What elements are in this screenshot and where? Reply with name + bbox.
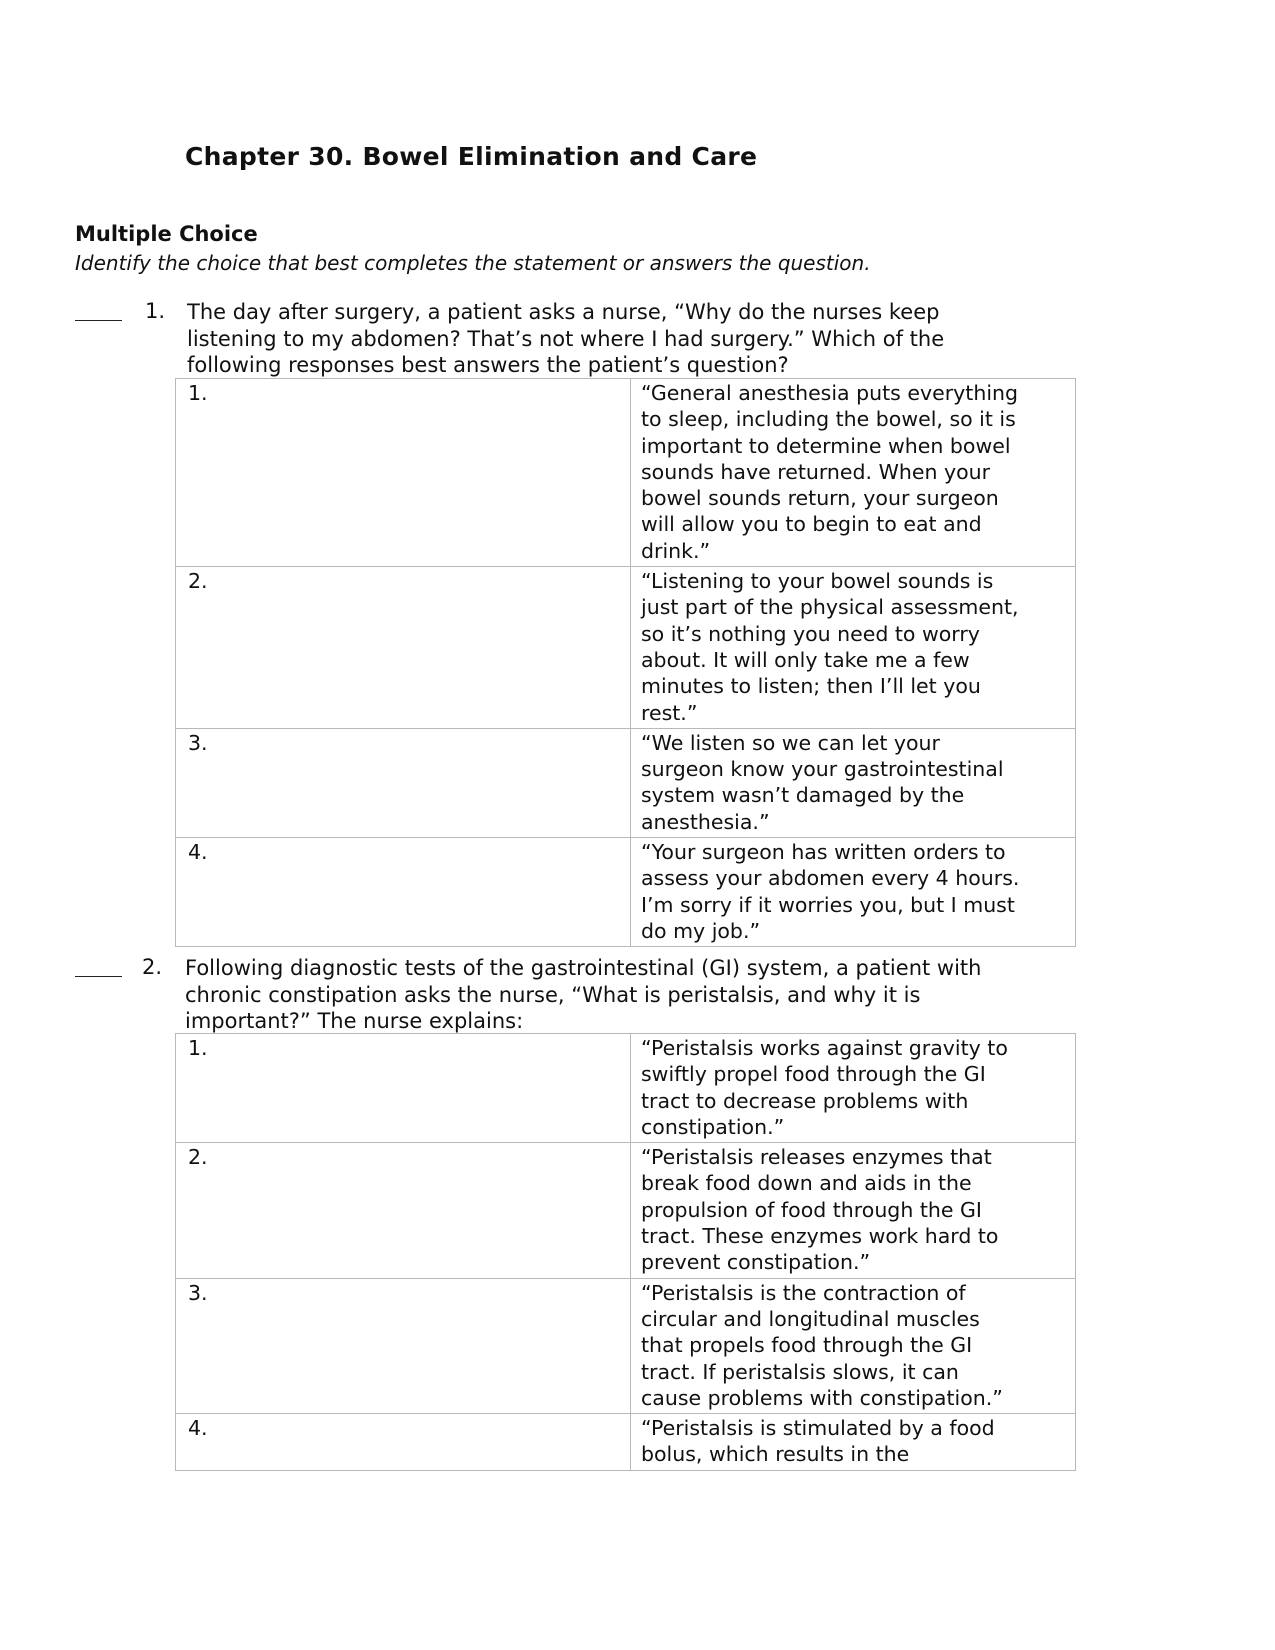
option-line: drink.” [641, 538, 711, 563]
question-stem [187, 299, 1067, 379]
option-line: that propels food through the GI [641, 1333, 973, 1358]
option-line: about. It will only take me a few [641, 647, 970, 672]
option-number: 3. [176, 728, 631, 837]
option-line: propulsion of food through the GI [641, 1197, 982, 1222]
stem-line: Following diagnostic tests of the gastrointestinal (GI) system, a patient with [185, 956, 982, 980]
stem-line: following responses best answers the patient’s question? [187, 353, 789, 377]
option-line: assess your abdomen every 4 hours. [641, 866, 1020, 891]
option-line: tract. If peristalsis slows, it can [641, 1359, 959, 1384]
chapter-title: Chapter 30. Bowel Elimination and Care [185, 142, 758, 171]
option-number: 3. [176, 1278, 631, 1413]
answer-blank[interactable] [75, 320, 122, 321]
option-line: do my job.” [641, 918, 761, 943]
section-heading: Multiple Choice [75, 222, 258, 246]
answer-blank[interactable] [75, 976, 122, 977]
option-line: “We listen so we can let your [641, 730, 940, 755]
option-line: swiftly propel food through the GI [641, 1062, 986, 1087]
option-text [631, 1414, 1076, 1471]
option-text [631, 838, 1076, 947]
instructions-text: Identify the choice that best completes the statement or answers the question. [75, 251, 871, 275]
option-number: 1. [176, 1034, 631, 1143]
stem-line: chronic constipation asks the nurse, “What is peristalsis, and why it is [185, 982, 921, 1007]
option-line: anesthesia.” [641, 809, 770, 834]
option-line: tract to decrease problems with [641, 1088, 969, 1113]
option-line: break food down and aids in the [641, 1171, 972, 1196]
option-line: just part of the physical assessment, [641, 595, 1019, 620]
stem-line: important?” The nurse explains: [185, 1009, 524, 1033]
option-number: 2. [176, 1143, 631, 1278]
option-line: system wasn’t damaged by the [641, 783, 965, 808]
option-line: tract. These enzymes work hard to [641, 1224, 999, 1249]
option-line: “Listening to your bowel sounds is [641, 569, 994, 594]
question-stem [185, 955, 1065, 1035]
option-row[interactable] [176, 1278, 1076, 1413]
option-text [631, 1278, 1076, 1413]
options-table [175, 1033, 1076, 1471]
option-text [631, 379, 1076, 567]
stem-line: The day after surgery, a patient asks a nurse, “Why do the nurses keep [187, 300, 940, 324]
option-row[interactable] [176, 728, 1076, 837]
option-line: to sleep, including the bowel, so it is [641, 407, 1016, 432]
option-row[interactable] [176, 379, 1076, 567]
option-text [631, 1034, 1076, 1143]
option-row[interactable] [176, 567, 1076, 729]
option-line: circular and longitudinal muscles [641, 1306, 980, 1331]
option-number: 4. [176, 1414, 631, 1471]
option-line: constipation.” [641, 1114, 785, 1139]
option-line: minutes to listen; then I’ll let you [641, 674, 981, 699]
option-row[interactable] [176, 1034, 1076, 1143]
option-line: so it’s nothing you need to worry [641, 621, 980, 646]
option-line: “Peristalsis releases enzymes that [641, 1145, 992, 1170]
option-row[interactable] [176, 1414, 1076, 1471]
option-number: 2. [176, 567, 631, 729]
question-number: 1. [145, 299, 166, 323]
option-line: cause problems with constipation.” [641, 1385, 1003, 1410]
option-line: surgeon know your gastrointestinal [641, 757, 1004, 782]
option-number: 4. [176, 838, 631, 947]
option-line: “Peristalsis is stimulated by a food [641, 1416, 995, 1441]
option-row[interactable] [176, 838, 1076, 947]
option-line: “Peristalsis is the contraction of [641, 1280, 966, 1305]
options-table [175, 378, 1076, 947]
option-text [631, 567, 1076, 729]
option-line: rest.” [641, 700, 698, 725]
option-row[interactable] [176, 1143, 1076, 1278]
option-line: “General anesthesia puts everything [641, 381, 1019, 405]
option-line: bolus, which results in the [641, 1442, 910, 1467]
option-line: sounds have returned. When your [641, 459, 991, 484]
option-line: important to determine when bowel [641, 433, 1011, 458]
option-line: will allow you to begin to eat and [641, 512, 982, 537]
option-line: I’m sorry if it worries you, but I must [641, 892, 1015, 917]
option-text [631, 728, 1076, 837]
option-text [631, 1143, 1076, 1278]
option-line: prevent constipation.” [641, 1250, 871, 1275]
option-line: “Peristalsis works against gravity to [641, 1036, 1008, 1060]
question-number: 2. [142, 955, 163, 979]
option-number: 1. [176, 379, 631, 567]
stem-line: listening to my abdomen? That’s not where I had surgery.” Which of the [187, 326, 945, 351]
option-line: “Your surgeon has written orders to [641, 840, 1006, 865]
option-line: bowel sounds return, your surgeon [641, 486, 999, 511]
